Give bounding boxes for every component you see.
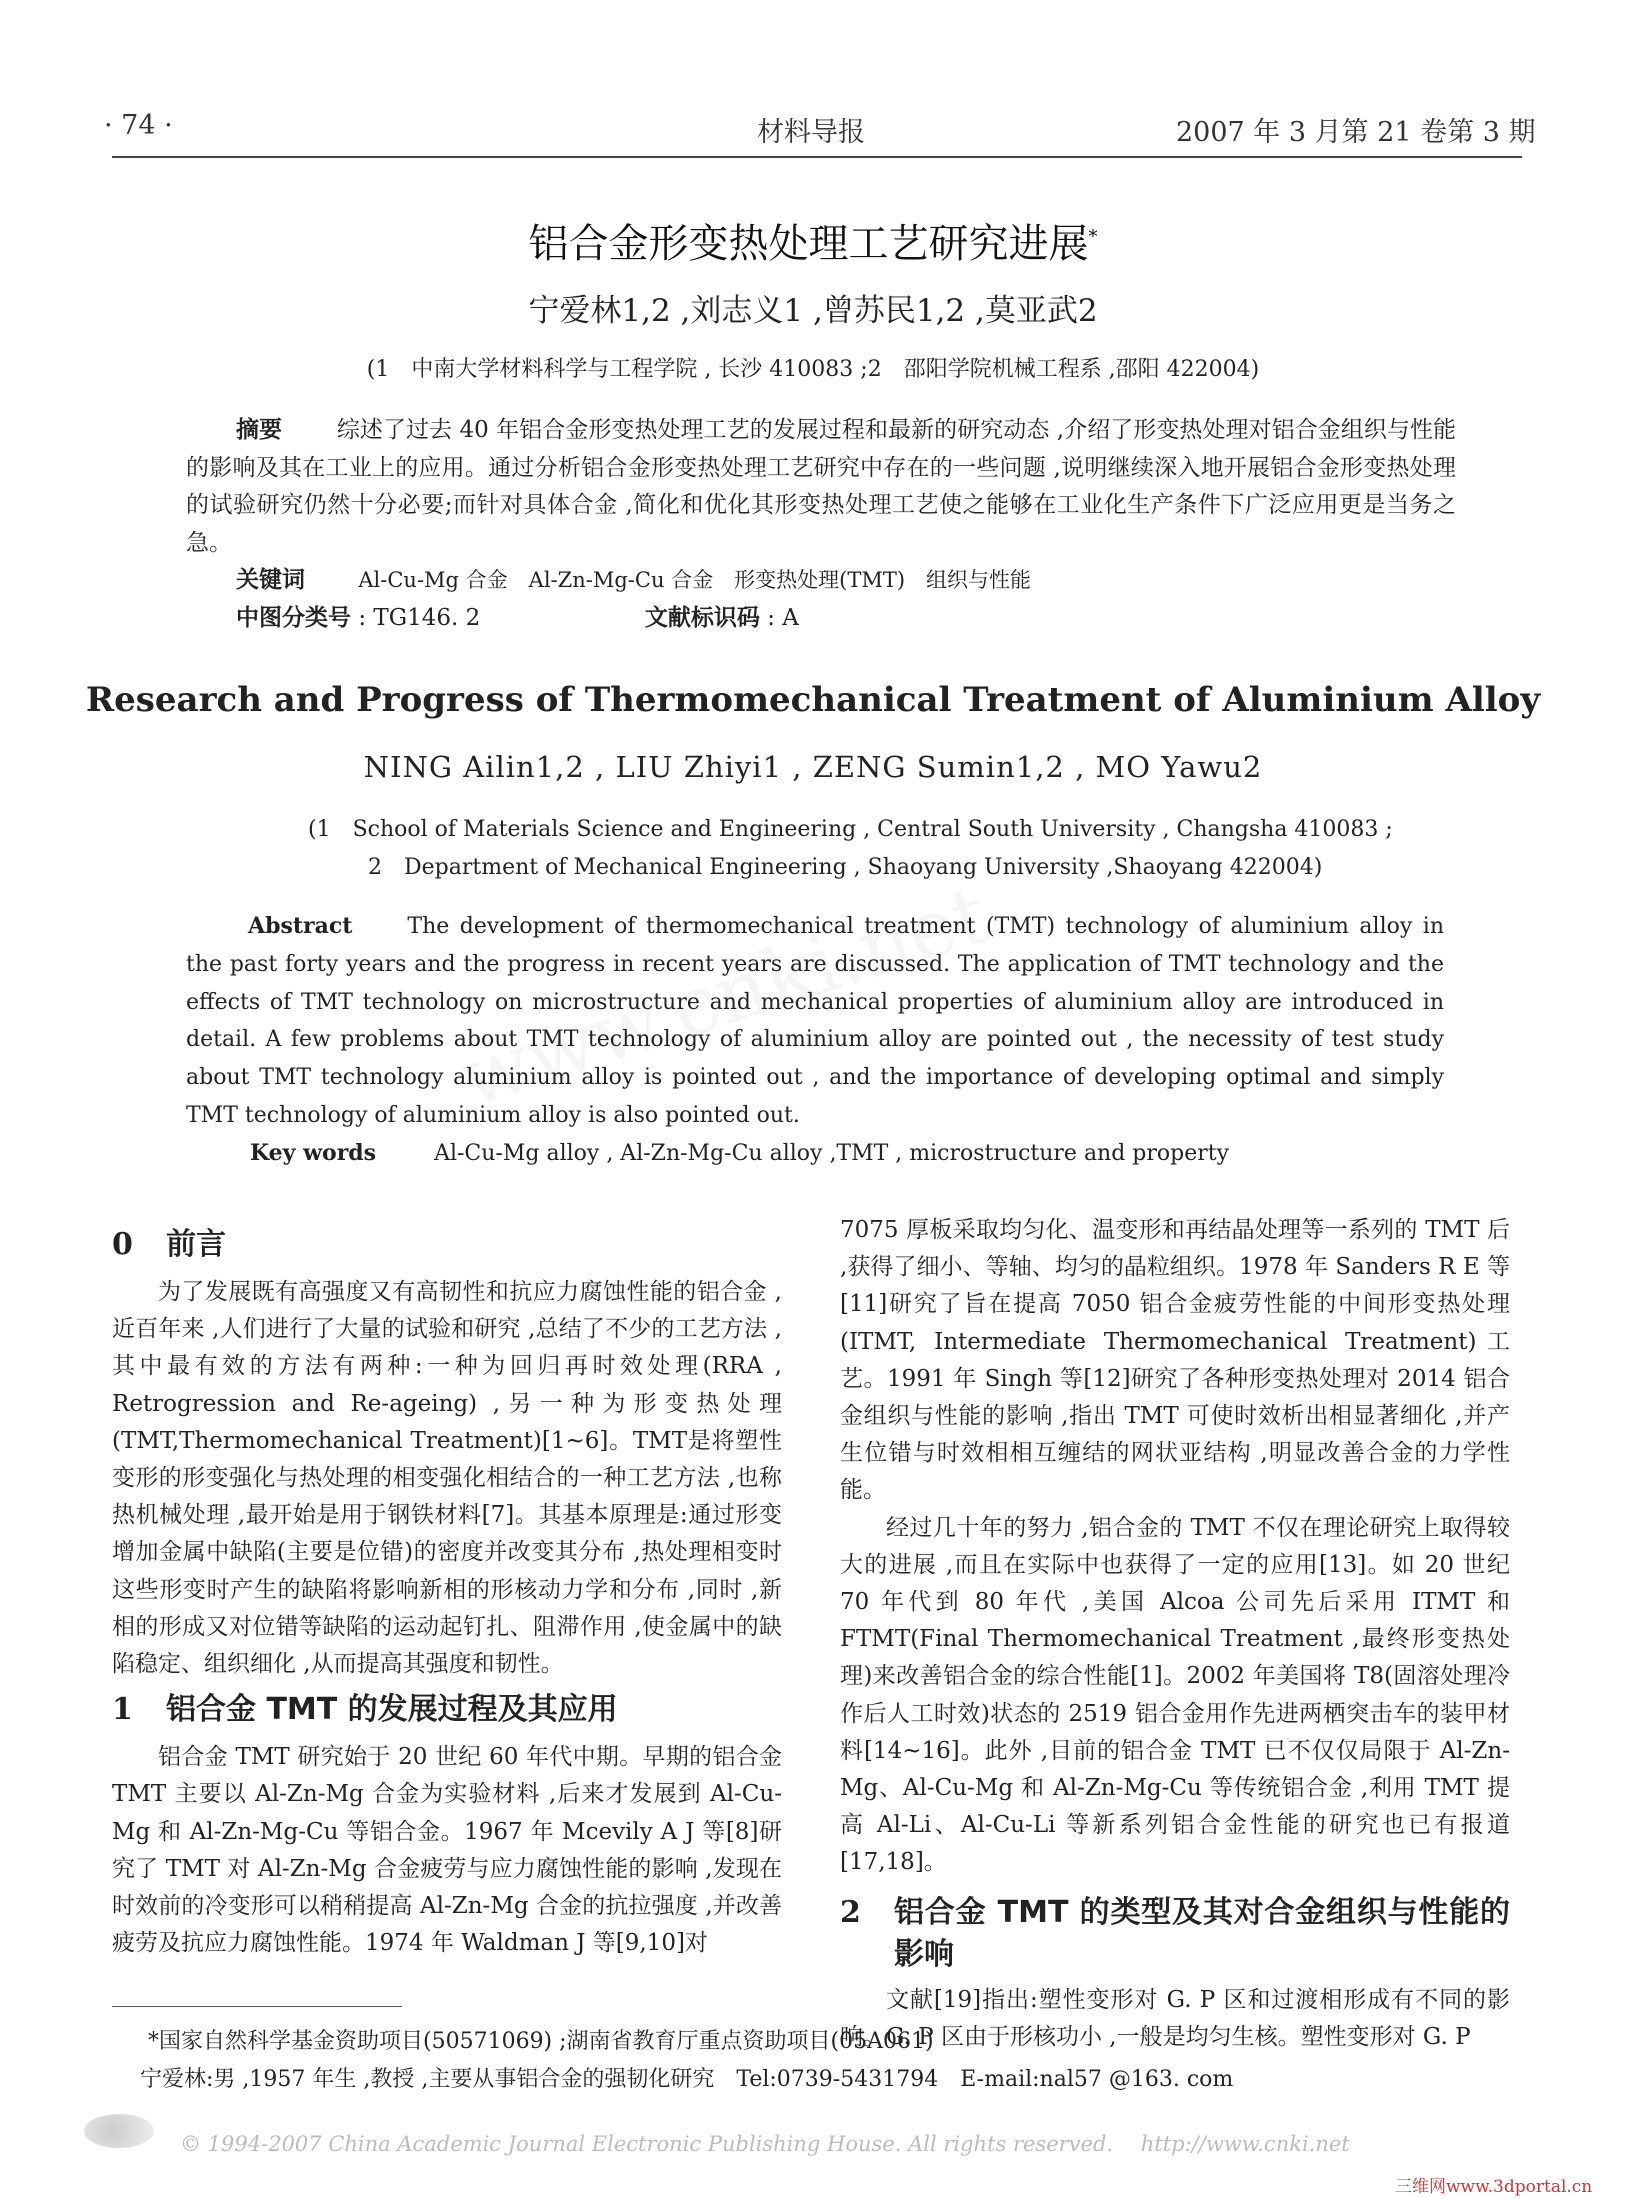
left-column: [112, 1224, 782, 1962]
abstract-en-label: Abstract: [248, 913, 353, 939]
doccode-label: 文献标识码: [644, 604, 760, 631]
section-0-title: 前言: [166, 1227, 226, 1262]
affiliation-en-1: (1 School of Materials Science and Engineering , Central South University , Changsha 410083 ;: [308, 817, 1393, 842]
section-0-paragraph: 为了发展既有高强度又有高韧性和抗应力腐蚀性能的铝合金 ,近百年来 ,人们进行了大量的试验和研究 ,总结了不少的工艺方法 ,其中最有效的方法有两种:一种为回归再时效处理(RRA , Retrogression and Re-ageing) ,另一种为形变热处理(TMT,Thermomechanical Treatment)[1~6]。TMT是将塑性变形的形变强化与热处理的相变强化相结合的一种工艺方法 ,也称热机械处理 ,最开始是用于钢铁材料[7]。其基本原理是:通过形变增加金属中缺陷(主要是位错)的密度并改变其分布 ,热处理相变时这些形变时产生的缺陷将影响新相的形核动力学和分布 ,同时 ,新相的形成又对位错等缺陷的运动起钉扎、阻滞作用 ,使金属中的缺陷稳定、组织细化 ,从而提高其强度和韧性。: [112, 1279, 782, 1678]
right-paragraph-1: 7075 厚板采取均匀化、温变形和再结晶处理等一系列的 TMT 后 ,获得了细小、等轴、均匀的晶粒组织。1978 年 Sanders R E 等[11]研究了旨在提高 7050 铝合金疲劳性能的中间形变热处理(ITMT, Intermediate Thermomechanical Treatment)工艺。1991 年 Singh 等[12]研究了各种形变热处理对 2014 铝合金组织与性能的影响 ,指出 TMT 可使时效析出相显著细化 ,并产生位错与时效相相互缠结的网状亚结构 ,明显改善合金的力学性能。: [840, 1217, 1510, 1504]
copyright-notice: © 1994-2007 China Academic Journal Electronic Publishing House. All rights reserved. http://www.cnki.net: [180, 2132, 1350, 2156]
keywords-en-text: Al-Cu-Mg alloy , Al-Zn-Mg-Cu alloy ,TMT , microstructure and property: [434, 1141, 1230, 1166]
right-column: [840, 1212, 1510, 2056]
keywords-en: [250, 1140, 1229, 1166]
clc-label: 中图分类号: [236, 604, 351, 631]
keywords-cn-label: 关键词: [236, 567, 305, 594]
header-rule: [112, 156, 1522, 158]
abstract-cn-block: [186, 412, 1456, 638]
title-cn-text: 铝合金形变热处理工艺研究进展: [528, 221, 1089, 267]
footnote-rule: [112, 2006, 402, 2007]
section-1-number: 1: [112, 1692, 133, 1728]
paper-title-en: Research and Progress of Thermomechanical Treatment of Aluminium Alloy: [85, 680, 1541, 720]
keywords-en-label: Key words: [250, 1140, 377, 1166]
keywords-cn: [186, 562, 1456, 600]
authors-cn: 宁爱林1,2 ,刘志义1 ,曾苏民1,2 ,莫亚武2: [528, 293, 1098, 329]
paper-title-cn: [0, 212, 1626, 269]
issue-info: 2007 年 3 月第 21 卷第 3 期: [1176, 117, 1536, 148]
section-1-paragraph: 铝合金 TMT 研究始于 20 世纪 60 年代中期。早期的铝合金 TMT 主要以 Al-Zn-Mg 合金为实验材料 ,后来才发展到 Al-Cu-Mg 和 Al-Zn-Mg-Cu 等铝合金。1967 年 Mcevily A J 等[8]研究了 TMT 对 Al-Zn-Mg 合金疲劳与应力腐蚀性能的影响 ,发现在时效前的冷变形可以稍稍提高 Al-Zn-Mg 合金的抗拉强度 ,并改善疲劳及抗应力腐蚀性能。1974 年 Waldman J 等[9,10]对: [112, 1744, 782, 1957]
affiliation-cn: (1 中南大学材料科学与工程学院 , 长沙 410083 ;2 邵阳学院机械工程系 ,邵阳 422004): [366, 357, 1260, 382]
keywords-cn-text: Al-Cu-Mg 合金 Al-Zn-Mg-Cu 合金 形变热处理(TMT) 组织与性能: [358, 568, 1032, 593]
abstract-en: [186, 908, 1444, 1135]
affiliation-en-2: 2 Department of Mechanical Engineering , Shaoyang University ,Shaoyang 422004): [368, 855, 1323, 880]
section-2-heading: [840, 1892, 1510, 1976]
footnote-funding: *国家自然科学基金资助项目(50571069) ;湖南省教育厅重点资助项目(05A061): [148, 2029, 934, 2054]
abstract-cn-text: 综述了过去 40 年铝合金形变热处理工艺的发展过程和最新的研究动态 ,介绍了形变热处理对铝合金组织与性能的影响及其在工业上的应用。通过分析铝合金形变热处理工艺研究中存在的一些问题 ,说明继续深入地开展铝合金形变热处理的试验研究仍然十分必要;而针对具体合金 ,简化和优化其形变热处理工艺使之能够在工业化生产条件下广泛应用更是当务之急。: [186, 417, 1457, 556]
abstract-en-text: The development of thermomechanical treatment (TMT) technology of aluminium alloy in the past forty years and the progress in recent years are discussed. The application of TMT technology and the effects of TMT technology on microstructure and mechanical properties of aluminium alloy are introduced in detail. A few problems about TMT technology of aluminium alloy are pointed out , the necessity of test study about TMT technology aluminium alloy is pointed out , and the importance of developing optimal and simply TMT technology of aluminium alloy is also pointed out.: [186, 914, 1444, 1128]
section-1-title: 铝合金 TMT 的发展过程及其应用: [166, 1692, 618, 1728]
section-0-number: 0: [112, 1227, 133, 1262]
authors-en: NING Ailin1,2 , LIU Zhiyi1 , ZENG Sumin1,2 , MO Yawu2: [363, 750, 1263, 784]
classification-line: 中图分类号 : TG146. 2 文献标识码 : A: [236, 604, 799, 631]
publisher-logo-icon: [84, 2114, 154, 2148]
page-number: · 74 ·: [104, 110, 173, 141]
abstract-cn-label: 摘要: [236, 417, 283, 443]
section-0-heading: [112, 1224, 782, 1266]
section-1-heading: [112, 1689, 782, 1731]
clc-value: TG146. 2: [373, 604, 481, 631]
section-2-title: 铝合金 TMT 的类型及其对合金组织与性能的影响: [894, 1894, 1510, 1972]
site-watermark: 三维网www.3dportal.cn: [1395, 2177, 1593, 2197]
doccode-value: A: [782, 604, 799, 631]
section-2-number: 2: [840, 1894, 861, 1930]
abstract-cn: [186, 412, 1456, 562]
section-2-paragraph: 文献[19]指出:塑性变形对 G. P 区和过渡相形成有不同的影响。G. P 区由于形核功小 ,一般是均匀生核。塑性变形对 G. P: [840, 1986, 1510, 2050]
title-footnote-mark: *: [1088, 226, 1098, 248]
footnote-author-bio: 宁爱林:男 ,1957 年生 ,教授 ,主要从事铝合金的强韧化研究 Tel:0739-5431794 E-mail:nal57 @163. com: [140, 2067, 1234, 2092]
right-paragraph-2: 经过几十年的努力 ,铝合金的 TMT 不仅在理论研究上取得较大的进展 ,而且在实际中也获得了一定的应用[13]。如 20 世纪 70 年代到 80 年代 ,美国 Alcoa 公司先后采用 ITMT 和 FTMT(Final Thermomechanical Treatment ,最终形变热处理)来改善铝合金的综合性能[1]。2002 年美国将 T8(固溶处理冷作后人工时效)状态的 2519 铝合金用作先进两栖突击车的装甲材料[14~16]。此外 ,目前的铝合金 TMT 已不仅仅局限于 Al-Zn-Mg、Al-Cu-Mg 和 Al-Zn-Mg-Cu 等传统铝合金 ,利用 TMT 提高 Al-Li、Al-Cu-Li 等新系列铝合金性能的研究也已有报道[17,18]。: [840, 1514, 1510, 1876]
journal-name: 材料导报: [757, 117, 865, 148]
